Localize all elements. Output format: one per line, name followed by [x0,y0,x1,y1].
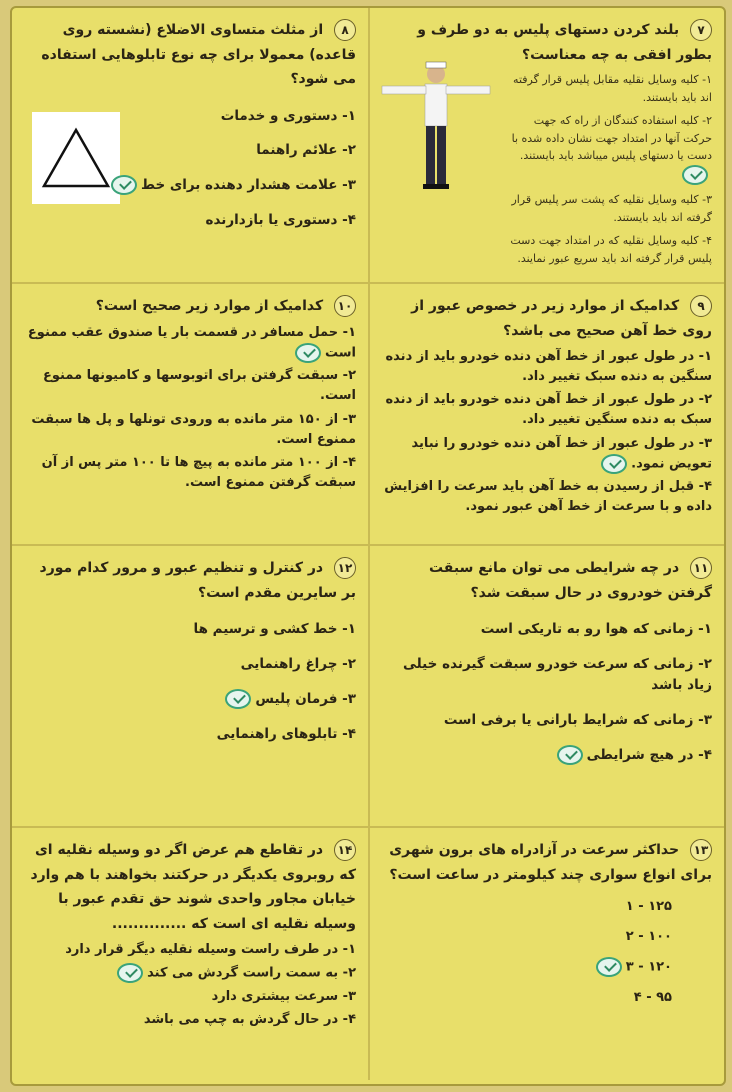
question-9-option-1[interactable]: ۱- در طول عبور از خط آهن دنده خودرو باید از دنده سنگین به دنده سبک تغییر داد. [385,349,712,385]
question-sheet [10,6,726,1086]
question-13-number: ۱۳ [690,839,712,861]
question-11-option-3[interactable]: ۳- زمانی که شرایط بارانی یا برفی است [443,711,712,728]
check-circle-icon [596,957,622,977]
question-14-option-4[interactable]: ۴- در حال گردش به چپ می باشد [143,1011,356,1027]
triangle-sign-icon [32,112,120,204]
question-12 [12,546,368,828]
question-13-option-1[interactable]: ۱۲۵ - ۱ [625,899,672,914]
question-14-text: در تقاطع هم عرض اگر دو وسیله نقلیه ای که روبروی یکدیگر در حرکتند بخواهند با هم وارد خیابان مجاور واحدی شوند حق تقدم عبور با وسیله نقلیه ای است که .............. [30,842,356,932]
question-10-number: ۱۰ [334,295,356,317]
police-officer-icon [376,56,496,196]
question-14-option-2-text: ۲- به سمت راست گردش می کند [147,965,356,981]
check-circle-icon [557,745,583,765]
question-8-option-4[interactable]: ۴- دستوری یا بازدارنده [205,212,356,229]
question-9-number: ۹ [690,295,712,317]
question-14-title [24,838,356,936]
question-7-option-3[interactable]: ۳- کلیه وسایل نقلیه که پشت سر پلیس قرار گرفته اند باید بایستند. [511,192,712,224]
question-12-text: در کنترل و تنظیم عبور و مرور کدام مورد بر سایرین مقدم است؟ [39,560,356,601]
question-13-title [382,838,712,887]
question-9-text: کدامیک از موارد زیر در خصوص عبور از روی خط آهن صحیح می باشد؟ [411,298,712,339]
question-7-option-2-text: ۲- کلیه استفاده کنندگان از راه که جهت حرکت آنها در امتداد جهت نشان داده شده با دست یا دستهای پلیس میباشد باید بایستند. [511,114,712,163]
check-circle-icon [225,689,251,709]
question-13-option-3[interactable] [382,957,712,978]
question-8-option-3-text: ۳- علامت هشدار دهنده برای خط [141,177,356,194]
question-13 [368,828,724,1080]
question-14-number: ۱۴ [334,839,356,861]
question-12-title [24,556,356,605]
question-12-option-1[interactable]: ۱- خط کشی و ترسیم ها [193,621,356,637]
question-13-option-3-text: ۱۲۰ - ۳ [625,959,672,975]
question-12-option-3[interactable] [24,689,356,710]
question-10-title [24,294,356,319]
question-11-option-2[interactable]: ۲- زمانی که سرعت خودرو سبقت گیرنده خیلی زیاد باشد [403,655,712,693]
question-14-option-2[interactable] [24,963,356,984]
question-10-option-2[interactable]: ۲- سبقت گرفتن برای اتوبوسها و کامیونها ممنوع است. [43,368,356,404]
question-14-option-1[interactable]: ۱- در طرف راست وسیله نقلیه دیگر قرار دارد [65,942,356,957]
question-8-number: ۸ [334,19,356,41]
question-7-option-1[interactable]: ۱- کلیه وسایل نقلیه مقابل پلیس قرار گرفته اند باید بایستند. [513,73,712,104]
question-14 [12,828,368,1080]
question-13-option-4[interactable]: ۹۵ - ۴ [633,989,672,1005]
question-7-options [502,71,712,267]
question-13-text: حداکثر سرعت در آزادراه های برون شهری برای انواع سواری چند کیلومتر در ساعت است؟ [389,842,712,883]
question-12-option-2[interactable]: ۲- چراغ راهنمایی [240,655,356,672]
question-9-title [382,294,712,343]
question-9 [368,284,724,546]
question-10-option-4[interactable]: ۴- از ۱۰۰ متر مانده به پیچ ها تا ۱۰۰ متر پس از آن سبقت گرفتن ممنوع است. [41,454,356,490]
check-circle-icon [295,343,321,363]
question-7-text: بلند کردن دستهای پلیس به دو طرف و بطور افقی به چه معناست؟ [417,22,712,63]
question-12-option-4[interactable]: ۴- تابلوهای راهنمایی [216,725,356,742]
question-10-option-3[interactable]: ۳- از ۱۵۰ متر مانده به ورودی تونلها و پل ها سبقت ممنوع است. [31,411,356,447]
question-7-number: ۷ [690,19,712,41]
question-9-option-2[interactable]: ۲- در طول عبور از خط آهن دنده خودرو باید از دنده سبک به دنده سنگین تغییر داد. [385,392,712,428]
question-8-option-1[interactable]: ۱- دستوری و خدمات [220,107,356,124]
question-9-option-3-text: ۳- در طول عبور از خط آهن دنده خودرو را نباید تعویض نمود. [411,435,712,472]
question-10-option-1[interactable] [24,323,356,364]
question-11-option-1[interactable]: ۱- زمانی که هوا رو به تاریکی است [480,621,712,637]
question-7 [368,8,724,284]
question-8 [12,8,368,284]
question-13-option-2[interactable]: ۱۰۰ - ۲ [625,929,672,945]
check-circle-icon [601,454,627,474]
question-11-option-4[interactable] [382,745,712,766]
question-7-option-4[interactable]: ۴- کلیه وسایل نقلیه که در امتداد جهت دست پلیس قرار گرفته اند باید سریع عبور نمایند. [510,234,712,265]
check-circle-icon [117,963,143,983]
question-9-option-4[interactable]: ۴- قبل از رسیدن به خط آهن باید سرعت را افزایش داده و با سرعت از خط آهن عبور نمود. [384,479,712,515]
check-circle-icon [111,175,137,195]
question-12-option-3-text: ۳- فرمان پلیس [255,690,356,707]
question-8-title [24,18,356,92]
question-14-option-3[interactable]: ۳- سرعت بیشتری دارد [211,988,356,1004]
question-11-title [382,556,712,605]
check-circle-icon [682,165,708,185]
question-10-text: کدامیک از موارد زیر صحیح است؟ [95,298,324,314]
question-9-option-3[interactable] [382,434,712,475]
question-8-text: از مثلث متساوی الاضلاع (نشسته روی قاعده) معمولا برای چه نوع تابلوهایی استفاده می شود؟ [41,22,356,87]
question-11-number: ۱۱ [690,557,712,579]
question-11-text: در چه شرایطی می توان مانع سبقت گرفتن خودروی در حال سبقت شد؟ [428,560,712,601]
question-10 [12,284,368,546]
question-11-option-4-text: ۴- در هیچ شرایطی [586,746,712,763]
question-7-option-2[interactable] [502,112,712,185]
question-12-number: ۱۲ [334,557,356,579]
question-11 [368,546,724,828]
question-8-option-2[interactable]: ۲- علائم راهنما [256,142,356,159]
question-10-option-1-text: ۱- حمل مسافر در قسمت بار یا صندوق عقب ممنوع است [27,324,356,361]
